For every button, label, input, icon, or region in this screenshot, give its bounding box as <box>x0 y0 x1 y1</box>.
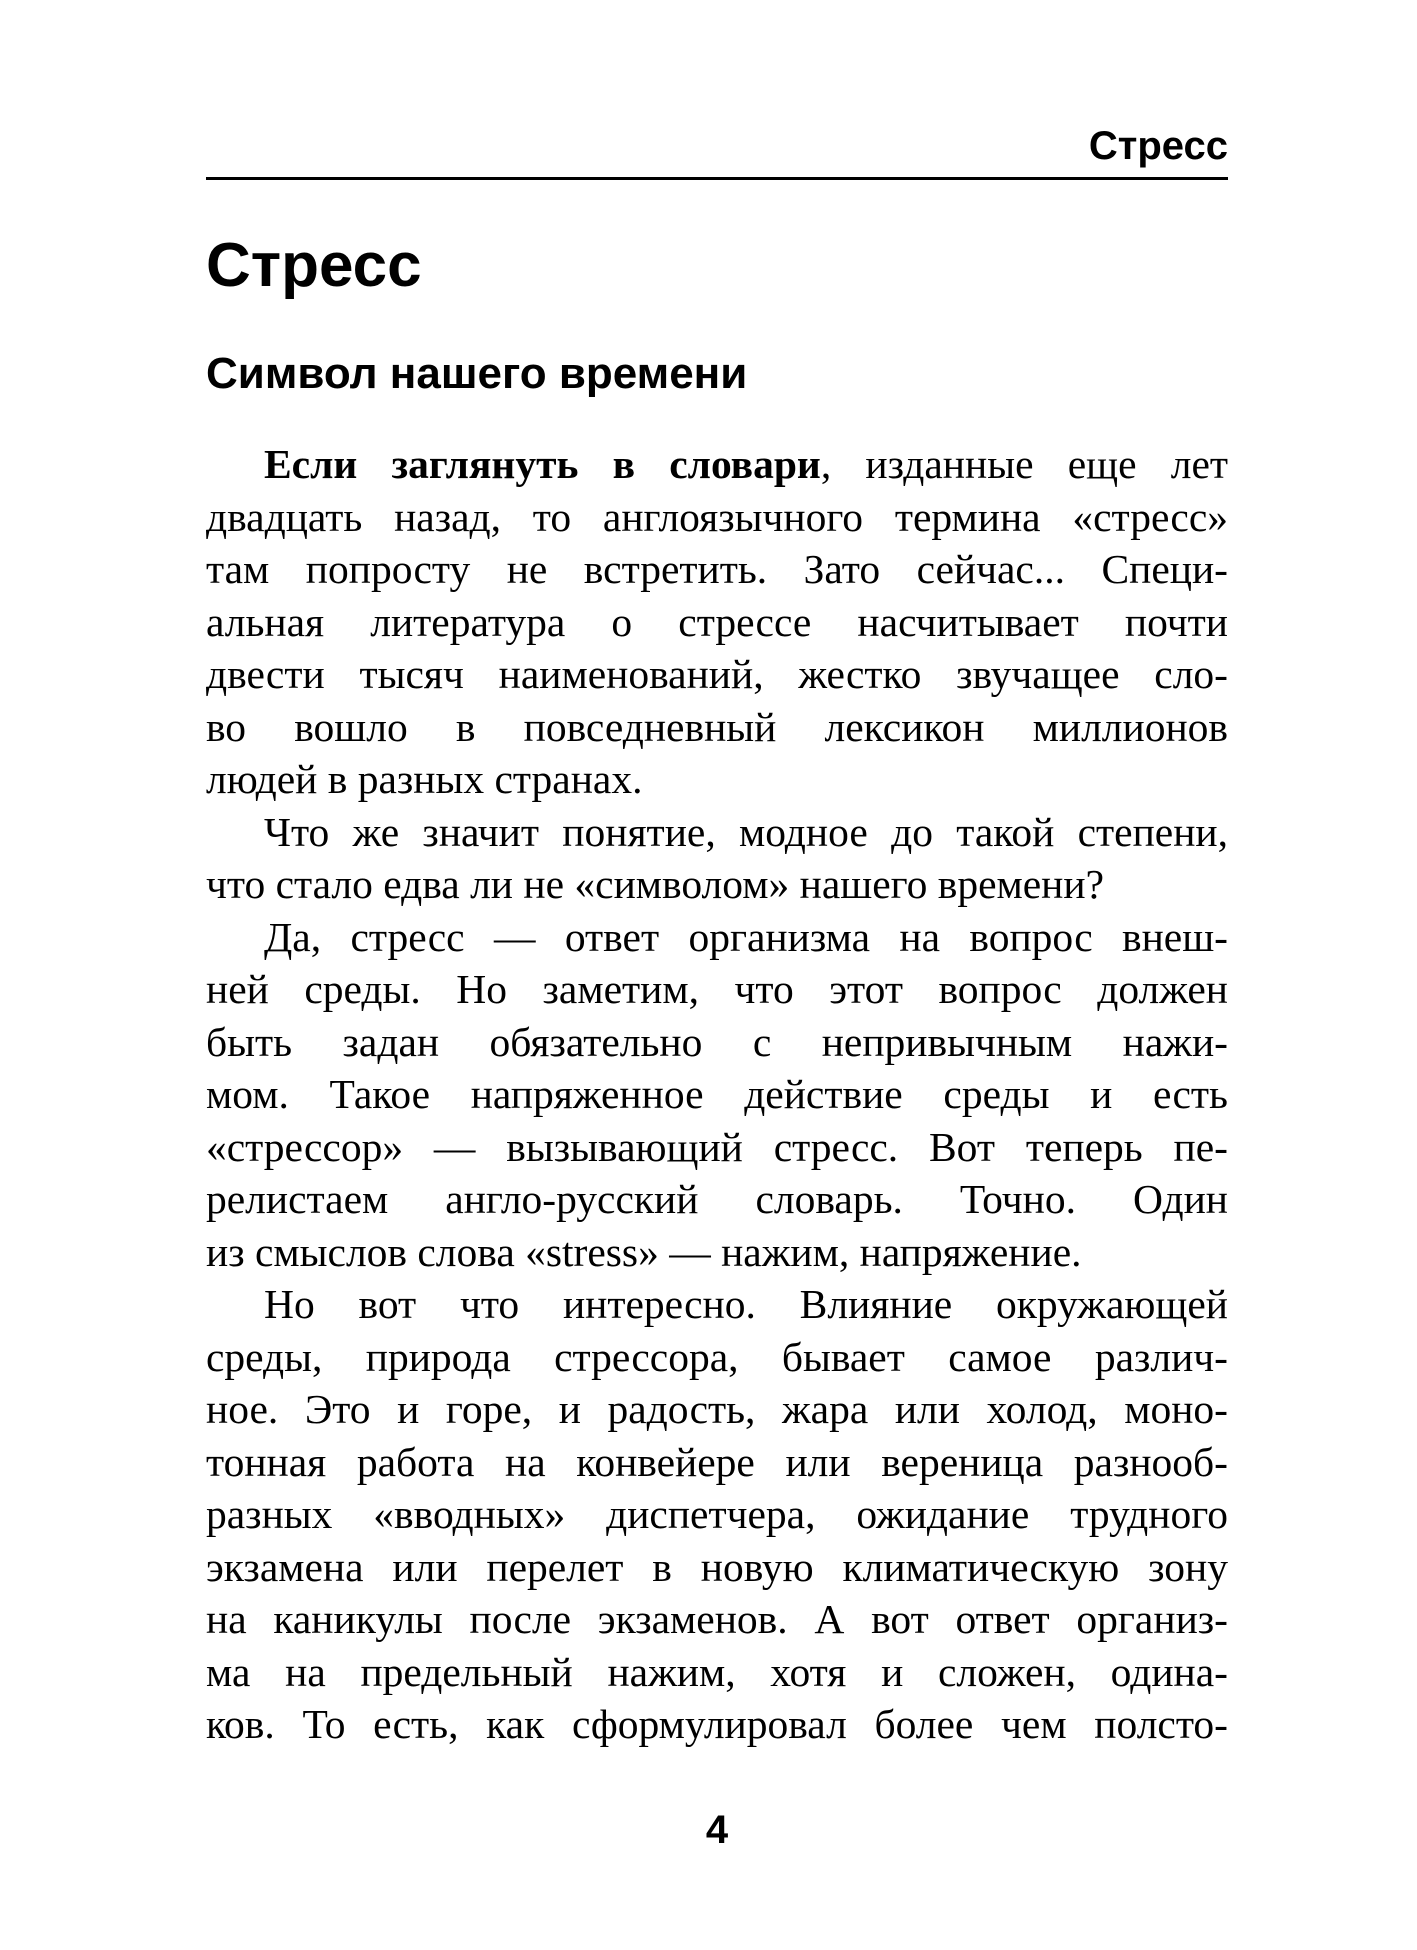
paragraph-3 <box>206 911 1228 1279</box>
text-line: ма на предельный нажим, хотя и сложен, одина- <box>206 1648 1228 1695</box>
text-line: двадцать назад, то англоязычного термина «стресс» <box>206 493 1228 540</box>
text-line: тонная работа на конвейере или вереница разнооб- <box>206 1438 1228 1485</box>
section-title: Символ нашего времени <box>206 349 748 398</box>
text-line: во вошло в повседневный лексикон миллионов <box>206 703 1228 750</box>
paragraph-1 <box>206 438 1228 806</box>
text-line: ное. Это и горе, и радость, жара или холод, моно- <box>206 1386 1228 1432</box>
text-line: Но вот что интересно. Влияние окружающей <box>264 1281 1228 1327</box>
chapter-title: Стресс <box>206 231 422 300</box>
text-line: «стрессор» — вызывающий стресс. Вот теперь пе- <box>206 1123 1228 1170</box>
text-line: релистаем англо-русский словарь. Точно. Один <box>206 1176 1228 1222</box>
text-line: среды, природа стрессора, бывает самое различ- <box>206 1333 1228 1380</box>
text-line: Что же значит понятие, модное до такой степени, <box>264 808 1228 855</box>
text-line: быть задан обязательно с непривычным нажи- <box>206 1018 1228 1065</box>
text-line: там попросту не встретить. Зато сейчас... Специ- <box>206 546 1228 592</box>
text-line: мом. Такое напряженное действие среды и есть <box>206 1071 1228 1117</box>
text-line: двести тысяч наименований, жестко звучащее сло- <box>206 651 1228 697</box>
header-rule <box>206 177 1228 180</box>
lead-phrase: Если заглянуть в словари <box>264 441 821 487</box>
text-line: людей в разных странах. <box>206 756 643 802</box>
text-line: что стало едва ли не «символом» нашего времени? <box>206 861 1105 907</box>
text-line: из смыслов слова «stress» — нажим, напряжение. <box>206 1228 1082 1275</box>
text-line: экзамена или перелет в новую климатическую зону <box>206 1543 1228 1590</box>
running-head: Стресс <box>1088 124 1228 168</box>
text-line: Да, стресс — ответ организма на вопрос внеш- <box>264 913 1228 960</box>
text-line: на каникулы после экзаменов. А вот ответ организ- <box>206 1596 1228 1642</box>
text-line: ней среды. Но заметим, что этот вопрос должен <box>206 966 1228 1012</box>
text-line: альная литература о стрессе насчитывает почти <box>206 598 1228 645</box>
body-text <box>206 438 1228 1751</box>
paragraph-2 <box>206 806 1228 911</box>
paragraph-4 <box>206 1278 1228 1751</box>
text-line: разных «вводных» диспетчера, ожидание трудного <box>206 1491 1228 1537</box>
text-line: ков. То есть, как сформулировал более чем полсто- <box>206 1701 1228 1747</box>
text-line: Если заглянуть в словари, изданные еще лет <box>264 441 1228 487</box>
page-number: 4 <box>705 1808 729 1852</box>
